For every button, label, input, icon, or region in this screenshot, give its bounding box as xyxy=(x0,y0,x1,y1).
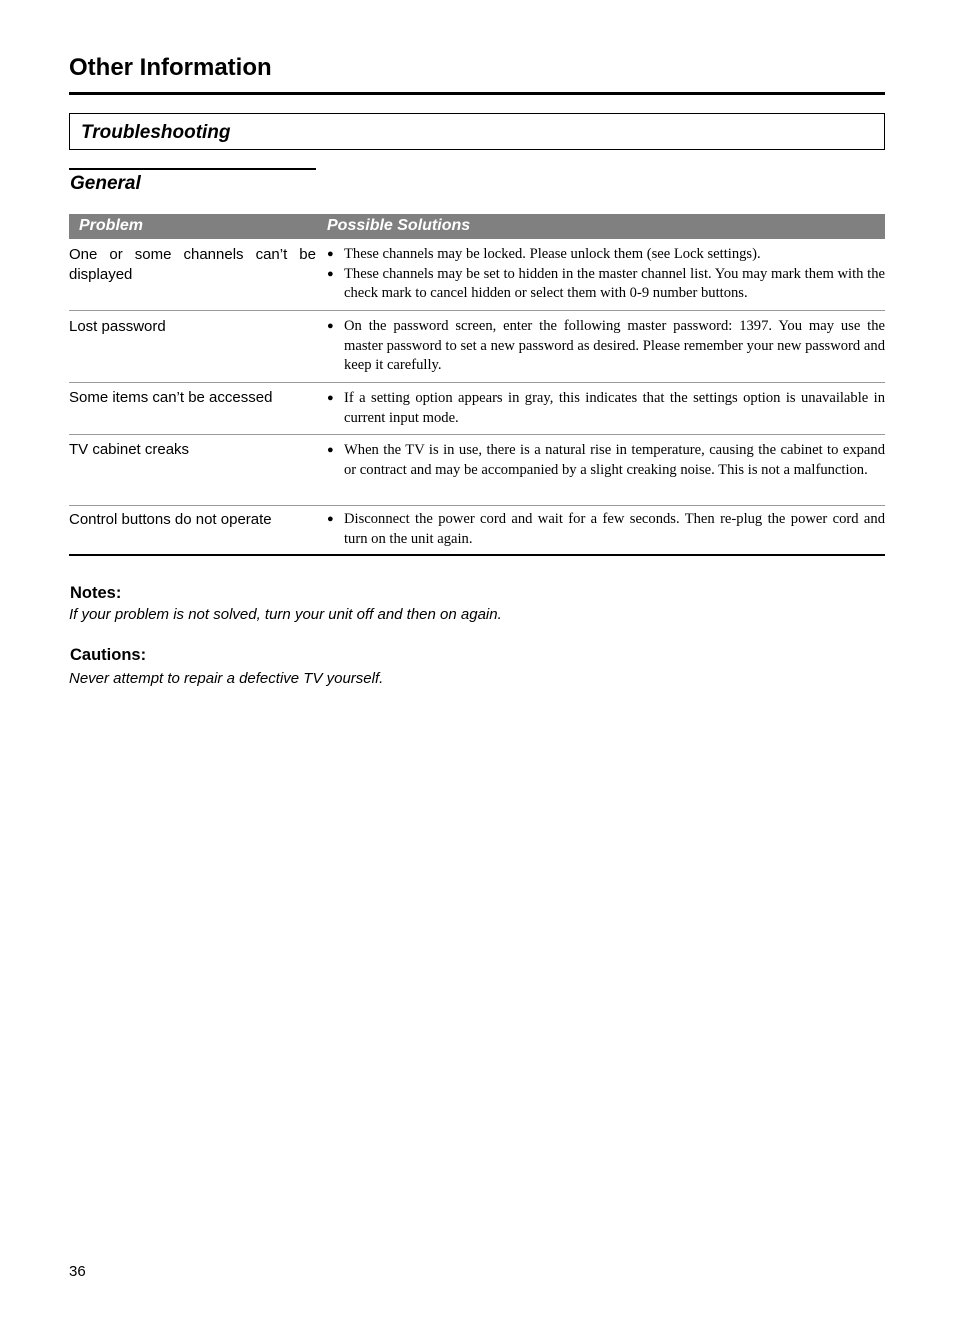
bullet-icon: ● xyxy=(327,320,334,332)
solutions-cell xyxy=(327,245,885,304)
bullet-icon: ● xyxy=(327,392,334,404)
solutions-cell xyxy=(327,389,885,428)
column-header-solutions: Possible Solutions xyxy=(327,217,471,234)
cautions-text: Never attempt to repair a defective TV yourself. xyxy=(69,670,384,687)
solution-item xyxy=(327,510,885,549)
troubleshooting-table xyxy=(69,214,885,556)
problem-cell: Some items can’t be accessed xyxy=(69,389,273,406)
solution-text: When the TV is in use, there is a natural rise in temperature, causing the cabinet to expand or contract and may be accompanied by a slight creaking noise. This is not a malfunction. xyxy=(344,442,885,478)
notes-title: Notes: xyxy=(70,584,122,602)
solution-item xyxy=(327,265,885,304)
subsection-title: General xyxy=(70,173,141,194)
notes-text: If your problem is not solved, turn your unit off and then on again. xyxy=(69,606,502,623)
page-title: Other Information xyxy=(69,54,272,81)
subsection-rule xyxy=(69,168,316,170)
table-row xyxy=(69,311,885,383)
solutions-cell xyxy=(327,510,885,549)
solution-text: These channels may be locked. Please unlock them (see Lock settings). xyxy=(344,246,761,262)
solution-item xyxy=(327,245,885,265)
solution-item xyxy=(327,441,885,480)
page-number: 36 xyxy=(69,1263,86,1280)
bullet-icon: ● xyxy=(327,444,334,456)
bullet-icon: ● xyxy=(327,248,334,260)
solution-item xyxy=(327,317,885,376)
cautions-title: Cautions: xyxy=(70,646,147,664)
table-row xyxy=(69,506,885,556)
solution-text: If a setting option appears in gray, this indicates that the settings option is unavailable in current input mode. xyxy=(344,390,885,426)
problem-cell: One or some channels can’t be displayed xyxy=(69,246,316,283)
table-row xyxy=(69,239,885,311)
bullet-icon: ● xyxy=(327,513,334,525)
solution-text: Disconnect the power cord and wait for a few seconds. Then re-plug the power cord and turn on the unit again. xyxy=(344,511,885,547)
solution-text: On the password screen, enter the following master password: 1397. You may use the master password to set a new password as desired. Please remember your new password and keep it carefully. xyxy=(344,318,885,373)
title-rule xyxy=(69,92,885,95)
solution-item xyxy=(327,389,885,428)
table-row xyxy=(69,435,885,506)
problem-cell: TV cabinet creaks xyxy=(69,441,190,458)
solution-text: These channels may be set to hidden in the master channel list. You may mark them with the check mark to cancel hidden or select them with 0-9 number buttons. xyxy=(344,265,885,301)
solutions-cell xyxy=(327,317,885,376)
section-title: Troubleshooting xyxy=(81,122,231,143)
problem-cell: Control buttons do not operate xyxy=(69,511,272,528)
bullet-icon: ● xyxy=(327,267,334,280)
table-row xyxy=(69,383,885,435)
table-header xyxy=(69,214,885,239)
problem-cell: Lost password xyxy=(69,318,166,335)
section-header-box xyxy=(69,113,885,150)
column-header-problem: Problem xyxy=(79,217,144,234)
solutions-cell xyxy=(327,441,885,480)
